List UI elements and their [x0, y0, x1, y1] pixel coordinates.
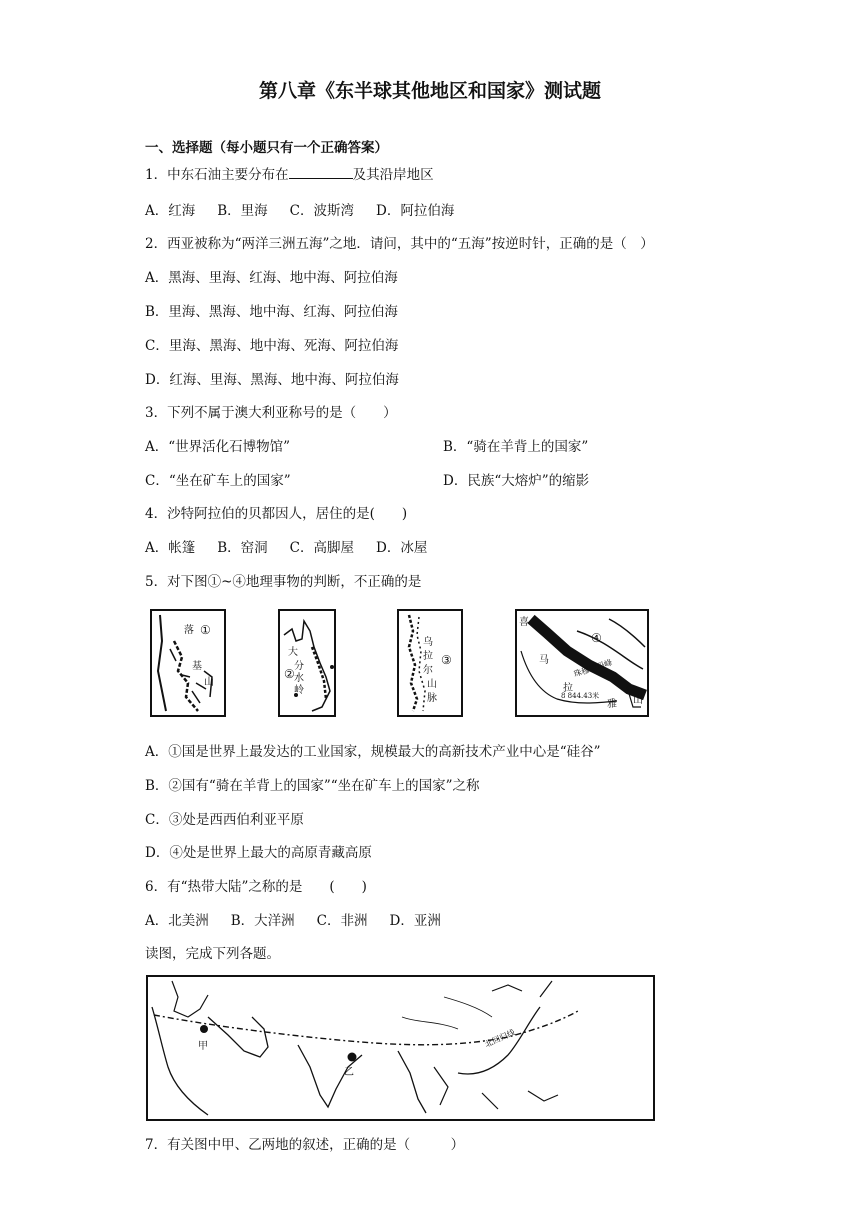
- q4-option-a[interactable]: A．帐篷: [145, 540, 196, 556]
- q7-stem: 7．有关图中甲、乙两地的叙述，正确的是（ ）: [145, 1137, 465, 1153]
- q3-stem: 3．下列不属于澳大利亚称号的是（ ）: [145, 405, 397, 421]
- map-4-height: 8 844.43米: [561, 692, 600, 700]
- q4-option-d[interactable]: D．冰屋: [376, 540, 428, 556]
- q1-option-a[interactable]: A．红海: [145, 203, 196, 219]
- q1-option-c[interactable]: C．波斯湾: [289, 203, 355, 219]
- q3-option-d[interactable]: D．民族“大熔炉”的缩影: [443, 473, 590, 489]
- q3-option-b[interactable]: B．“骑在羊背上的国家”: [443, 439, 589, 455]
- map-2-char-2: 分: [294, 661, 304, 672]
- map-2-char-1: 大: [288, 647, 298, 658]
- q1-options: [145, 199, 476, 219]
- q5-option-b[interactable]: B．②国有“骑在羊背上的国家”“坐在矿车上的国家”之称: [145, 778, 480, 794]
- map-2-char-4: 岭: [294, 685, 304, 696]
- q2-option-b[interactable]: B．里海、黑海、地中海、红海、阿拉伯海: [145, 304, 398, 320]
- location-jia: 甲: [198, 1041, 208, 1052]
- map-3-char-5: 脉: [427, 693, 437, 704]
- map-ural-mountains: [397, 609, 463, 717]
- q4-options: [145, 536, 449, 556]
- q6-stem: 6．有“热带大陆”之称的是 ( ): [145, 879, 367, 895]
- q1-option-b[interactable]: B．里海: [217, 203, 268, 219]
- map-2-char-3: 水: [294, 673, 304, 684]
- map-1-char-3: 山: [204, 677, 214, 688]
- q5-stem: 5．对下图①~④地理事物的判断，不正确的是: [145, 574, 422, 590]
- q2-stem: 2．西亚被称为“两洋三洲五海”之地．请问，其中的“五海”按逆时针，正确的是（ ）: [145, 236, 654, 252]
- q1-stem: 1．中东石油主要分布在: [145, 167, 289, 183]
- map-4-label-4: 山: [633, 695, 643, 706]
- map-3-char-1: 乌: [423, 637, 433, 648]
- tropic-label: 北回归线: [483, 1027, 517, 1050]
- map-4-label-1: 马: [539, 655, 549, 666]
- map-asia-africa: [146, 975, 655, 1121]
- map-3-number: ③: [441, 653, 452, 667]
- section-heading: 一、选择题（每小题只有一个正确答案）: [145, 140, 388, 156]
- big-map-drawing: [148, 977, 653, 1119]
- map-4-number: ④: [591, 631, 602, 645]
- map-2-drawing: [280, 611, 334, 715]
- q2-option-c[interactable]: C．里海、黑海、地中海、死海、阿拉伯海: [145, 338, 399, 354]
- q3-option-c[interactable]: C．“坐在矿车上的国家”: [145, 473, 291, 489]
- q1-blank: [289, 166, 353, 179]
- map-2-number: ②: [284, 667, 295, 681]
- location-yi: 乙: [344, 1067, 354, 1078]
- map-great-dividing-range: [278, 609, 336, 717]
- q6-option-b[interactable]: B．大洋洲: [230, 913, 295, 929]
- q5-option-c[interactable]: C．③处是西西伯利亚平原: [145, 812, 304, 828]
- map-3-char-4: 山: [427, 679, 437, 690]
- q2-option-d[interactable]: D．红海、里海、黑海、地中海、阿拉伯海: [145, 372, 399, 388]
- q5-option-a[interactable]: A．①国是世界上最发达的工业国家，规模最大的高新技术产业中心是“硅谷”: [145, 744, 601, 760]
- q1-option-d[interactable]: D．阿拉伯海: [376, 203, 455, 219]
- map-4-label-3: 雅: [607, 699, 617, 710]
- q5-option-d[interactable]: D．④处是世界上最大的高原青藏高原: [145, 845, 372, 861]
- q3-option-a[interactable]: A．“世界活化石博物馆”: [145, 439, 291, 455]
- map-3-char-3: 尔: [423, 665, 433, 676]
- map-3-char-2: 拉: [423, 651, 433, 662]
- q4-option-b[interactable]: B．窑洞: [217, 540, 268, 556]
- page-title: 第八章《东半球其他地区和国家》测试题: [258, 80, 601, 102]
- map-4-peak-label: 珠穆朗玛峰: [572, 658, 614, 679]
- q6-option-d[interactable]: D．亚洲: [389, 913, 441, 929]
- q4-option-c[interactable]: C．高脚屋: [289, 540, 355, 556]
- q6-option-c[interactable]: C．非洲: [316, 913, 368, 929]
- q6-options: [145, 909, 463, 929]
- q4-stem: 4．沙特阿拉伯的贝都因人，居住的是( ): [145, 506, 408, 522]
- map-4-label-2: 拉: [563, 683, 573, 694]
- map-1-char-2: 基: [192, 661, 202, 672]
- map-rocky-mountains: [150, 609, 226, 717]
- q6-option-a[interactable]: A．北美洲: [145, 913, 209, 929]
- map-4-corner-label: 喜: [519, 617, 529, 628]
- q2-option-a[interactable]: A．黑海、里海、红海、地中海、阿拉伯海: [145, 270, 398, 286]
- map-1-char-1: 落: [184, 625, 194, 636]
- map-himalaya: [515, 609, 649, 717]
- question-1: [145, 163, 434, 183]
- map-1-number: ①: [200, 623, 211, 637]
- reading-instruction: 读图，完成下列各题。: [145, 946, 280, 962]
- q1-stem-end: 及其沿岸地区: [352, 167, 434, 183]
